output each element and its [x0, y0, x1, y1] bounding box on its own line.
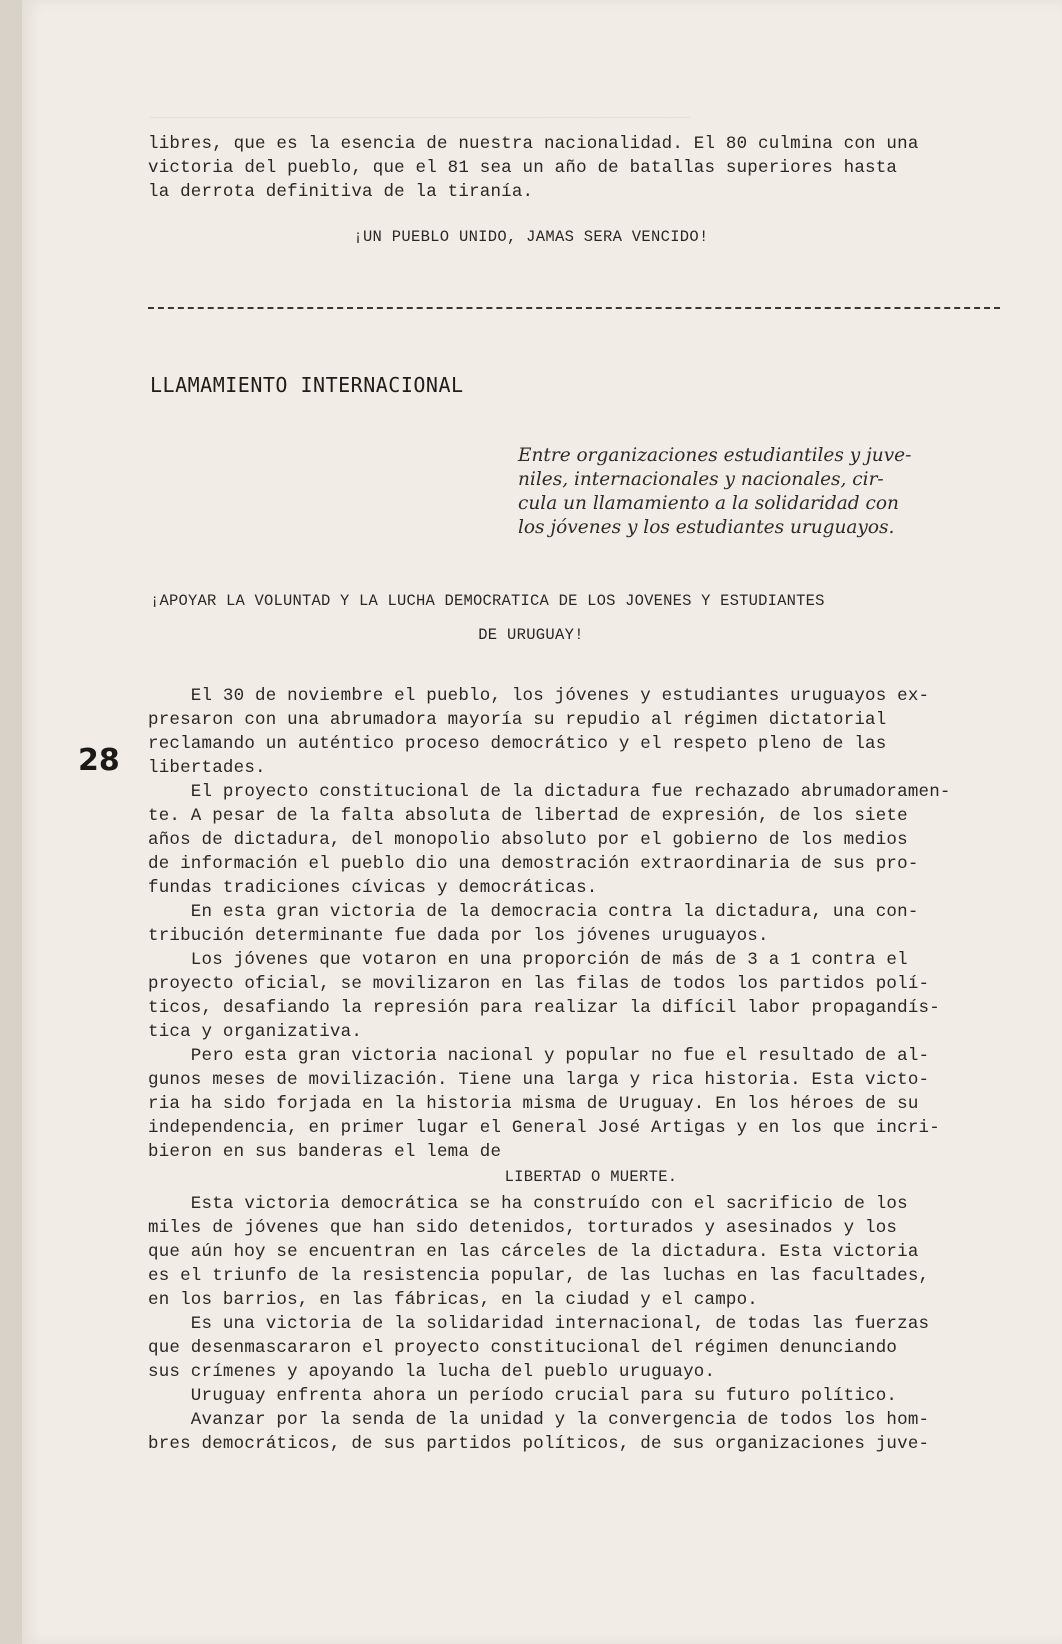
body-line: El proyecto constitucional de la dictadura fue rechazado abrumadoramen- [148, 782, 951, 802]
intro-line: victoria del pueblo, que el 81 sea un año de batallas superiores hasta [148, 158, 898, 178]
call-title-line-2: DE URUGUAY! [478, 626, 584, 644]
body-line: en los barrios, en las fábricas, en la ciudad y el campo. [148, 1290, 758, 1310]
body-line: Es una victoria de la solidaridad internacional, de todas las fuerzas [148, 1314, 930, 1334]
bleed-through-text: ──────────────────────────────────────────────────────────── [150, 110, 691, 127]
body-line: ria ha sido forjada en la historia misma de Uruguay. En los héroes de su [148, 1094, 919, 1114]
body-line: proyecto oficial, se movilizaron en las filas de todos los partidos polí- [148, 974, 930, 994]
subtitle-line: los jóvenes y los estudiantes uruguayos. [518, 517, 895, 538]
body-line: tica y organizativa. [148, 1022, 363, 1042]
body-line: En esta gran victoria de la democracia contra la dictadura, una con- [148, 902, 919, 922]
subtitle-line: Entre organizaciones estudiantiles y juve- [518, 445, 912, 466]
subtitle-line: cula un llamamiento a la solidaridad con [518, 493, 899, 514]
body-line: reclamando un auténtico proceso democrático y el respeto pleno de las [148, 734, 887, 754]
body-line: presaron con una abrumadora mayoría su repudio al régimen dictatorial [148, 710, 887, 730]
body-line: Pero esta gran victoria nacional y popular no fue el resultado de al- [148, 1046, 930, 1066]
body-line: Los jóvenes que votaron en una proporción de más de 3 a 1 contra el [148, 950, 908, 970]
body-line: es el triunfo de la resistencia popular, de las luchas en las facultades, [148, 1266, 930, 1286]
body-line: que aún hoy se encuentran en las cárceles de la dictadura. Esta victoria [148, 1242, 919, 1262]
body-line: libertades. [148, 758, 266, 778]
body-line: gunos meses de movilización. Tiene una larga y rica historia. Esta victo- [148, 1070, 930, 1090]
slogan: ¡UN PUEBLO UNIDO, JAMAS SERA VENCIDO! [353, 228, 709, 246]
intro-line: la derrota definitiva de la tiranía. [148, 182, 534, 202]
body-line: sus crímenes y apoyando la lucha del pueblo uruguayo. [148, 1362, 716, 1382]
body-line: bieron en sus banderas el lema de [148, 1142, 502, 1162]
body-line: de información el pueblo dio una demostración extraordinaria de sus pro- [148, 854, 919, 874]
section-heading: LLAMAMIENTO INTERNACIONAL [150, 373, 464, 397]
intro-line: libres, que es la esencia de nuestra nacionalidad. El 80 culmina con una [148, 134, 919, 154]
body-line: te. A pesar de la falta absoluta de libertad de expresión, de los siete [148, 806, 908, 826]
body-line: que desenmascararon el proyecto constitucional del régimen denunciando [148, 1338, 898, 1358]
body-line: Avanzar por la senda de la unidad y la convergencia de todos los hom- [148, 1410, 930, 1430]
body-line: Esta victoria democrática se ha construído con el sacrificio de los [148, 1194, 908, 1214]
motto: LIBERTAD O MUERTE. [504, 1168, 678, 1186]
body-line: ticos, desafiando la represión para realizar la difícil labor propagandís- [148, 998, 940, 1018]
subtitle-line: niles, internacionales y nacionales, cir- [518, 469, 884, 490]
call-title-line-1: ¡APOYAR LA VOLUNTAD Y LA LUCHA DEMOCRATICA DE LOS JOVENES Y ESTUDIANTES [150, 592, 825, 610]
body-line: Uruguay enfrenta ahora un período crucial para su futuro político. [148, 1386, 898, 1406]
body-line: fundas tradiciones cívicas y democráticas. [148, 878, 598, 898]
body-line: tribución determinante fue dada por los jóvenes uruguayos. [148, 926, 769, 946]
body-line: años de dictadura, del monopolio absoluto por el gobierno de los medios [148, 830, 908, 850]
body-line: bres democráticos, de sus partidos políticos, de sus organizaciones juve- [148, 1434, 930, 1454]
body-line: miles de jóvenes que han sido detenidos, torturados y asesinados y los [148, 1218, 898, 1238]
page-number: 28 [78, 743, 120, 778]
dashed-divider [148, 307, 1000, 309]
body-line: independencia, en primer lugar el General José Artigas y en los que incri- [148, 1118, 940, 1138]
body-line: El 30 de noviembre el pueblo, los jóvenes y estudiantes uruguayos ex- [148, 686, 930, 706]
